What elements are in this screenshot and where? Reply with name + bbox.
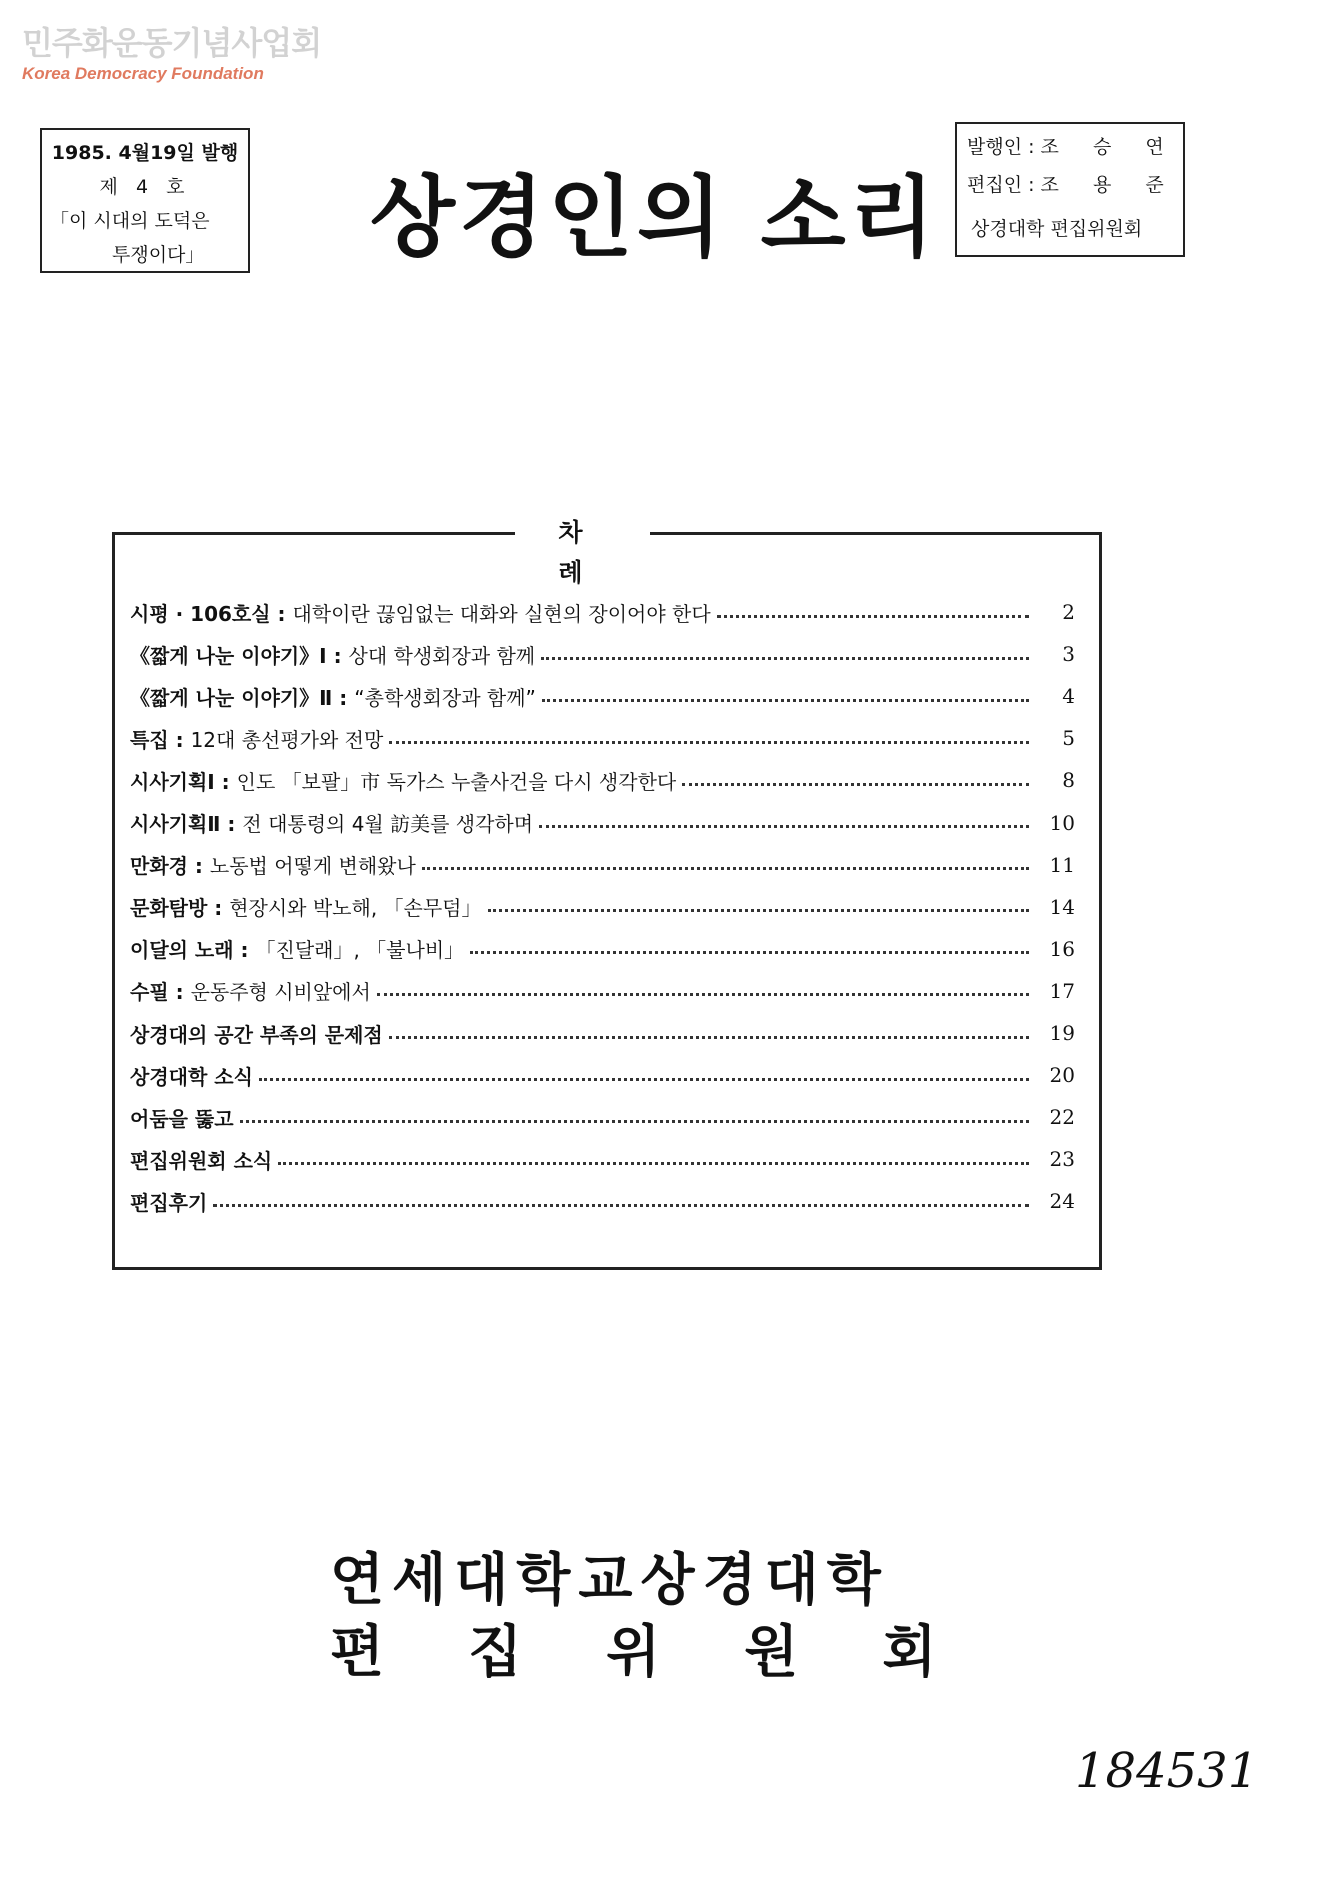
toc-entry-page: 22: [1049, 1105, 1075, 1130]
motto-line-1: 「이 시대의 도덕은: [50, 210, 210, 232]
toc-entry: [130, 1184, 1075, 1218]
publisher-box: [955, 122, 1185, 257]
toc-entry-label: [130, 640, 535, 669]
toc-entry: [130, 721, 1075, 755]
toc-entry-page: 8: [1062, 768, 1075, 793]
toc-leader-dots: [542, 699, 1029, 702]
toc-entry: [130, 1058, 1075, 1092]
toc-entry-title: 대학이란 끊임없는 대화와 실현의 장이어야 한다: [292, 601, 711, 626]
toc-leader-dots: [259, 1078, 1029, 1081]
watermark-korean: 민주화운동기념사업회: [22, 24, 322, 62]
editor-row: [967, 166, 1178, 204]
toc-entry: [130, 890, 1075, 924]
toc-entry-label: [130, 976, 371, 1005]
publisher-footer: [330, 1545, 1030, 1689]
toc-entry: [130, 1016, 1075, 1050]
toc-entry-page: 16: [1049, 936, 1075, 961]
toc-entry-label: [130, 850, 416, 879]
publisher-name: 조 승 연: [1040, 136, 1178, 158]
watermark-english: Korea Democracy Foundation: [22, 64, 264, 83]
handwritten-archive-number: 184531: [1075, 1743, 1259, 1799]
toc-leader-dots: [278, 1162, 1029, 1165]
toc-entry-title: 전 대통령의 4월 訪美를 생각하며: [242, 812, 534, 836]
toc-entry-title: 「진달래」, 「불나비」: [255, 938, 465, 963]
toc-entry-section: 상경대의 공간 부족의 문제점: [130, 1022, 383, 1047]
toc-entry: [130, 848, 1075, 882]
toc-leader-dots: [389, 1036, 1029, 1039]
toc-entry-section: 상경대학 소식: [130, 1064, 253, 1089]
toc-entry-page: 2: [1062, 600, 1075, 624]
toc-entry-label: [130, 934, 464, 963]
organization-name: 상경대학 편집위원회: [971, 218, 1143, 240]
editor-label: 편집인 :: [967, 174, 1041, 196]
toc-entry: [130, 637, 1075, 671]
toc-entry-page: 17: [1049, 978, 1075, 1003]
toc-leader-dots: [377, 993, 1029, 996]
toc-entry-label: [130, 598, 711, 627]
toc-entry-title: 노동법 어떻게 변해왔나: [209, 854, 416, 879]
toc-entry: [130, 806, 1075, 840]
toc-leader-dots: [717, 615, 1029, 618]
toc-leader-dots: [541, 657, 1029, 660]
toc-leader-dots: [389, 741, 1029, 744]
issue-info-box: [40, 128, 250, 273]
editor-name: 조 용 준: [1040, 174, 1178, 196]
toc-entry: [130, 1142, 1075, 1176]
toc-leader-dots: [470, 951, 1029, 954]
motto-line-2: 투쟁이다」: [112, 244, 205, 266]
toc-entry-title: “총학생회장과 함께”: [354, 685, 536, 710]
toc-entry-label: [130, 808, 533, 837]
toc-heading: 차 례: [515, 513, 650, 553]
toc-entry-page: 23: [1049, 1147, 1075, 1172]
toc-entry: [130, 974, 1075, 1008]
footer-university: 연세대학교상경대학: [330, 1548, 889, 1613]
toc-entry-page: 10: [1049, 810, 1075, 835]
toc-leader-dots: [488, 909, 1030, 912]
toc-entry-title: 인도 「보팔」市 독가스 누출사건을 다시 생각한다: [236, 769, 677, 794]
toc-entry-section: 이달의 노래 :: [130, 938, 256, 963]
toc-entry: [130, 679, 1075, 713]
toc-entry-section: 특집 :: [130, 727, 191, 752]
toc-entry-section: 만화경 :: [130, 854, 210, 879]
publisher-label: 발행인 :: [967, 136, 1041, 158]
toc-entry-section: 어둠을 뚫고: [130, 1106, 234, 1131]
toc-entry-label: [130, 766, 676, 795]
toc-entry-label: [130, 724, 383, 753]
toc-entry: [130, 763, 1075, 797]
toc-entry-title: 상대 학생회장과 함께: [348, 643, 536, 668]
toc-leader-dots: [422, 867, 1029, 870]
toc-entry-section: 수필 :: [130, 980, 191, 1005]
toc-entry-page: 20: [1049, 1063, 1075, 1088]
toc-entry-section: 편집후기: [130, 1190, 208, 1215]
toc-entry-page: 3: [1062, 642, 1075, 667]
toc-leader-dots: [682, 783, 1029, 786]
footer-committee: 편집위원회: [330, 1620, 1021, 1685]
toc-entry-page: 14: [1049, 894, 1075, 919]
toc-entry-title: 12대 총선평가와 전망: [190, 727, 384, 752]
toc-entry-section: 《짧게 나눈 이야기》Ⅰ :: [130, 643, 349, 668]
toc-entry-label: [130, 1019, 383, 1048]
toc-entry: [130, 1100, 1075, 1134]
toc-entry-section: 문화탐방 :: [130, 896, 230, 921]
toc-entry-section: 편집위원회 소식: [130, 1148, 273, 1173]
toc-entry-label: [130, 1145, 272, 1174]
toc-leader-dots: [539, 825, 1029, 828]
publisher-row: [967, 128, 1178, 166]
toc-entry-label: [130, 682, 536, 711]
toc-entry: [130, 932, 1075, 966]
toc-entry-title: 운동주형 시비앞에서: [190, 980, 371, 1005]
toc-entry-label: [130, 1061, 253, 1090]
toc-entry-page: 11: [1049, 852, 1075, 877]
toc-entry-section: 《짧게 나눈 이야기》Ⅱ :: [130, 685, 355, 710]
toc-entry-label: [130, 1103, 234, 1132]
toc-leader-dots: [213, 1204, 1029, 1207]
toc-entry-section: 시평 · 106호실 :: [130, 601, 293, 626]
toc-entry-label: [130, 892, 482, 921]
toc-entry-page: 24: [1049, 1189, 1075, 1214]
toc-leader-dots: [240, 1120, 1029, 1123]
toc-entry-section: 시사기획Ⅰ :: [130, 769, 237, 794]
issue-date: 1985. 4월19일 발행: [51, 142, 239, 164]
toc-entry-page: 5: [1062, 726, 1075, 751]
toc-entry-label: [130, 1187, 207, 1216]
issue-number: 제 4 호: [99, 176, 191, 198]
toc-entry-page: 19: [1049, 1021, 1075, 1045]
page-title: 상경인의 소리: [370, 166, 939, 269]
toc-entry-page: 4: [1062, 684, 1075, 709]
toc-entry-title: 현장시와 박노해, 「손무덤」: [229, 896, 482, 921]
toc-entry-section: 시사기획Ⅱ :: [130, 812, 243, 836]
toc-entry: [130, 595, 1075, 629]
